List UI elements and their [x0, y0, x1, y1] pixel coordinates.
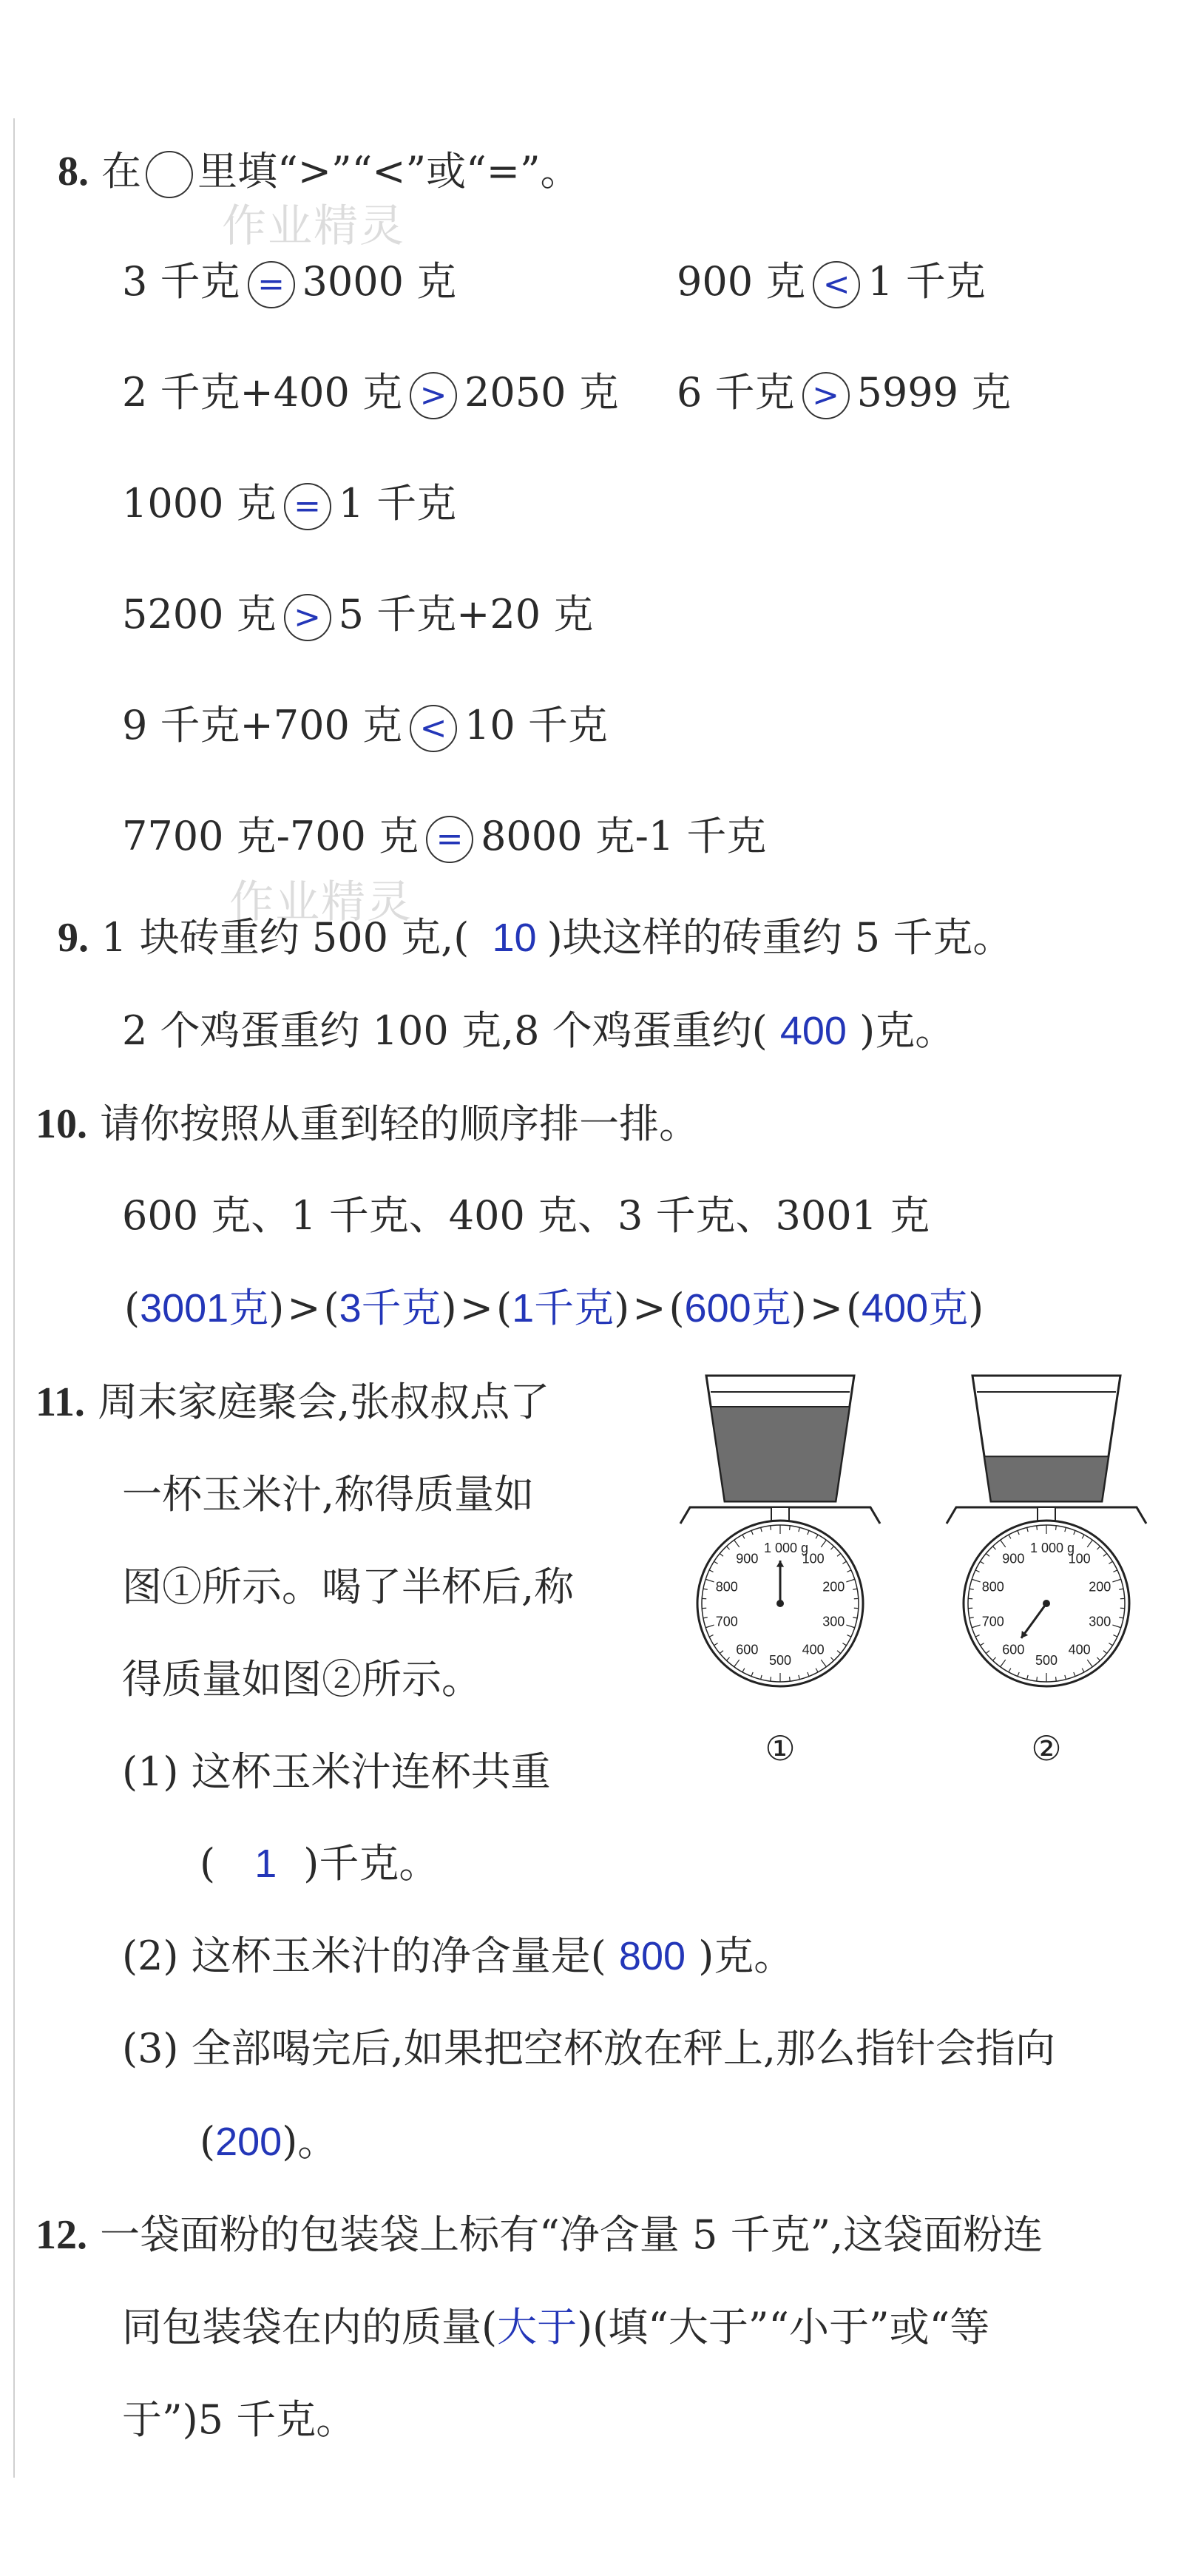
open-paren: ( — [200, 2118, 216, 2165]
q8-row-left: 5200 克 — [122, 591, 277, 638]
dial-label: 300 — [1089, 1614, 1111, 1629]
q10-answer-slot: (3001克) — [124, 1285, 285, 1331]
dial-tick — [1037, 1526, 1038, 1530]
q8-row-right: 5 千克+20 克 — [338, 591, 594, 638]
q8-row-right: 2050 克 — [464, 369, 619, 416]
dial-tick — [1037, 1677, 1038, 1681]
juice-fill — [711, 1407, 850, 1501]
q11-sub1-answer-line — [200, 1837, 439, 1890]
q8-answer-circle: = — [284, 483, 331, 530]
dial-tick — [1056, 1677, 1057, 1681]
q8-row-right: 1 千克 — [338, 480, 457, 527]
q11-sub3 — [122, 2022, 1055, 2075]
q8-row — [122, 699, 608, 752]
dial-label: 900 — [1002, 1551, 1025, 1566]
q11-sub2-label: (2) — [122, 1933, 179, 1979]
q8-answer-circle: < — [813, 261, 860, 308]
q8-row — [122, 366, 619, 419]
q9-line1 — [58, 911, 1012, 964]
dial-label: 100 — [802, 1551, 825, 1566]
q10-answer-line — [124, 1282, 984, 1335]
q10-prompt — [35, 1098, 699, 1151]
q8-prompt-post: 里填“>”“<”或“=”。 — [197, 148, 581, 195]
q11-sub1-label: (1) — [122, 1748, 179, 1795]
q10-answer: 3千克 — [339, 1286, 441, 1331]
scale-figure-1 — [677, 1368, 884, 1782]
q9-line2-pre: 2 个鸡蛋重约 100 克,8 个鸡蛋重约( — [122, 1007, 768, 1054]
watermark: 作业精灵 — [222, 200, 405, 252]
q10-separator: > — [809, 1285, 843, 1331]
q11-number: 11. — [35, 1379, 85, 1425]
q8-row-right: 1 千克 — [867, 258, 986, 305]
q12-line2-pre: 同包装袋在内的质量( — [122, 2304, 498, 2350]
q11-sub2-pre: 这杯玉米汁的净含量是( — [191, 1933, 606, 1979]
q8-row-right: 5999 克 — [856, 369, 1012, 416]
dial-label: 800 — [981, 1579, 1004, 1595]
dial-label: 900 — [736, 1551, 759, 1566]
dial-tick — [1056, 1526, 1057, 1530]
q8-row-left: 6 千克 — [677, 369, 795, 416]
dial-label: 1 000 g — [763, 1541, 809, 1555]
q9-line2-post: )克。 — [859, 1007, 955, 1054]
q8-row-left: 7700 克-700 克 — [122, 813, 419, 859]
q10-answer: 1千克 — [512, 1286, 615, 1331]
dial-pivot — [776, 1600, 784, 1607]
q9-number: 9. — [58, 915, 89, 961]
margin-line — [13, 118, 15, 2478]
q11-answer-3: 200 — [215, 2120, 282, 2164]
dial-label: 300 — [822, 1614, 845, 1629]
open-paren: ( — [200, 1840, 216, 1887]
dial-label: 400 — [802, 1642, 825, 1657]
q8-row-right: 10 千克 — [464, 702, 608, 748]
q12-line1 — [35, 2208, 1043, 2262]
q11-sub3-post: )。 — [282, 2118, 338, 2165]
q10-separator: > — [632, 1285, 666, 1331]
q11-answer-2: 800 — [618, 1934, 686, 1978]
q8-row-left: 1000 克 — [122, 480, 277, 527]
dial-label: 500 — [768, 1653, 792, 1668]
q11-sub1 — [122, 1745, 551, 1799]
figure-caption: ② — [1031, 1728, 1062, 1768]
q11-sub3-label: (3) — [122, 2025, 179, 2072]
q9-answer-2: 400 — [779, 1009, 847, 1053]
dial-label: 200 — [822, 1579, 845, 1595]
q12-answer: 大于 — [497, 2305, 578, 2350]
dial-label: 1 000 g — [1029, 1541, 1075, 1555]
figure-caption: ① — [765, 1728, 796, 1768]
q10-answer-slot: (3千克) — [323, 1285, 457, 1331]
q11-sub3-answer-line — [200, 2115, 337, 2168]
q8-number: 8. — [58, 149, 89, 195]
q12-number: 12. — [35, 2212, 87, 2258]
empty-circle-icon — [146, 151, 193, 198]
q10-separator: > — [287, 1285, 321, 1331]
q8-row-left: 2 千克+400 克 — [122, 369, 403, 416]
q10-number: 10. — [35, 1101, 87, 1147]
q12-text-1: 一袋面粉的包装袋上标有“净含量 5 千克”,这袋面粉连 — [100, 2211, 1043, 2258]
scale-figure-2 — [943, 1368, 1150, 1782]
q10-answer: 600克 — [684, 1286, 791, 1331]
q10-answer-slot: (400克) — [845, 1285, 984, 1331]
q9-line2 — [122, 1004, 955, 1058]
dial-label: 600 — [1002, 1642, 1025, 1657]
watermark: 作业精灵 — [229, 876, 413, 928]
q8-answer-circle: > — [284, 594, 331, 641]
q8-answer-circle: > — [802, 372, 850, 419]
q11-sub3-text: 全部喝完后,如果把空杯放在秤上,那么指针会指向 — [191, 2025, 1055, 2072]
dial-label: 400 — [1068, 1642, 1091, 1657]
dial-label: 200 — [1089, 1579, 1111, 1595]
q11-line1 — [35, 1376, 549, 1429]
q11-sub1-post: )千克。 — [303, 1840, 439, 1887]
q12-line3: 于”)5 千克。 — [122, 2396, 356, 2443]
dial-label: 800 — [715, 1579, 738, 1595]
q8-answer-circle: < — [410, 705, 457, 752]
q12-line2-post: )(填“大于”“小于”或“等 — [577, 2304, 990, 2350]
q8-prompt-pre: 在 — [101, 148, 142, 195]
q11-text-1: 周末家庭聚会,张叔叔点了 — [98, 1379, 550, 1425]
dial-tick — [790, 1526, 791, 1530]
q8-row-left: 9 千克+700 克 — [122, 702, 403, 748]
q12-line2 — [122, 2301, 989, 2354]
q9-line1-pre: 1 块砖重约 500 克,( — [101, 914, 470, 961]
dial-label: 600 — [736, 1642, 759, 1657]
q10-answer: 400克 — [862, 1286, 969, 1331]
q10-items: 600 克、1 千克、400 克、3 千克、3001 克 — [122, 1192, 930, 1239]
q8-answer-circle: > — [410, 372, 457, 419]
q8-row — [677, 255, 986, 308]
dial-label: 100 — [1068, 1551, 1091, 1566]
q10-answer-slot: (600克) — [669, 1285, 807, 1331]
dial-pivot — [1043, 1600, 1050, 1607]
q8-answer-circle: = — [426, 816, 473, 863]
q8-row — [122, 588, 593, 641]
dial-label: 700 — [715, 1614, 738, 1629]
q8-row — [122, 477, 456, 530]
q11-text-3: 图①所示。喝了半杯后,称 — [122, 1563, 575, 1610]
q8-answer-circle: = — [248, 261, 295, 308]
q8-row-right: 3000 克 — [302, 258, 457, 305]
q10-answer-slot: (1千克) — [496, 1285, 630, 1331]
q11-sub2-post: )克。 — [698, 1933, 794, 1979]
q8-row — [122, 255, 456, 308]
dial-label: 500 — [1035, 1653, 1058, 1668]
q8-row — [122, 810, 766, 863]
q9-line1-post: )块这样的砖重约 5 千克。 — [546, 914, 1013, 961]
q9-answer-1: 10 — [492, 916, 537, 960]
q11-sub1-text: 这杯玉米汁连杯共重 — [191, 1748, 551, 1795]
q8-row-left: 900 克 — [677, 258, 806, 305]
q11-sub2 — [122, 1930, 793, 1983]
q8-row — [677, 366, 1011, 419]
q10-answer: 3001克 — [140, 1286, 269, 1331]
q11-text-2: 一杯玉米汁,称得质量如 — [122, 1471, 535, 1518]
q11-text-4: 得质量如图②所示。 — [122, 1656, 481, 1703]
dial-label: 700 — [981, 1614, 1004, 1629]
q11-answer-1: 1 — [254, 1842, 277, 1886]
q8-row-left: 3 千克 — [122, 258, 240, 305]
q8-row-right: 8000 克-1 千克 — [481, 813, 767, 859]
q10-prompt-text: 请你按照从重到轻的顺序排一排。 — [100, 1101, 700, 1147]
juice-fill — [984, 1456, 1109, 1501]
q10-separator: > — [459, 1285, 493, 1331]
dial-tick — [790, 1677, 791, 1681]
